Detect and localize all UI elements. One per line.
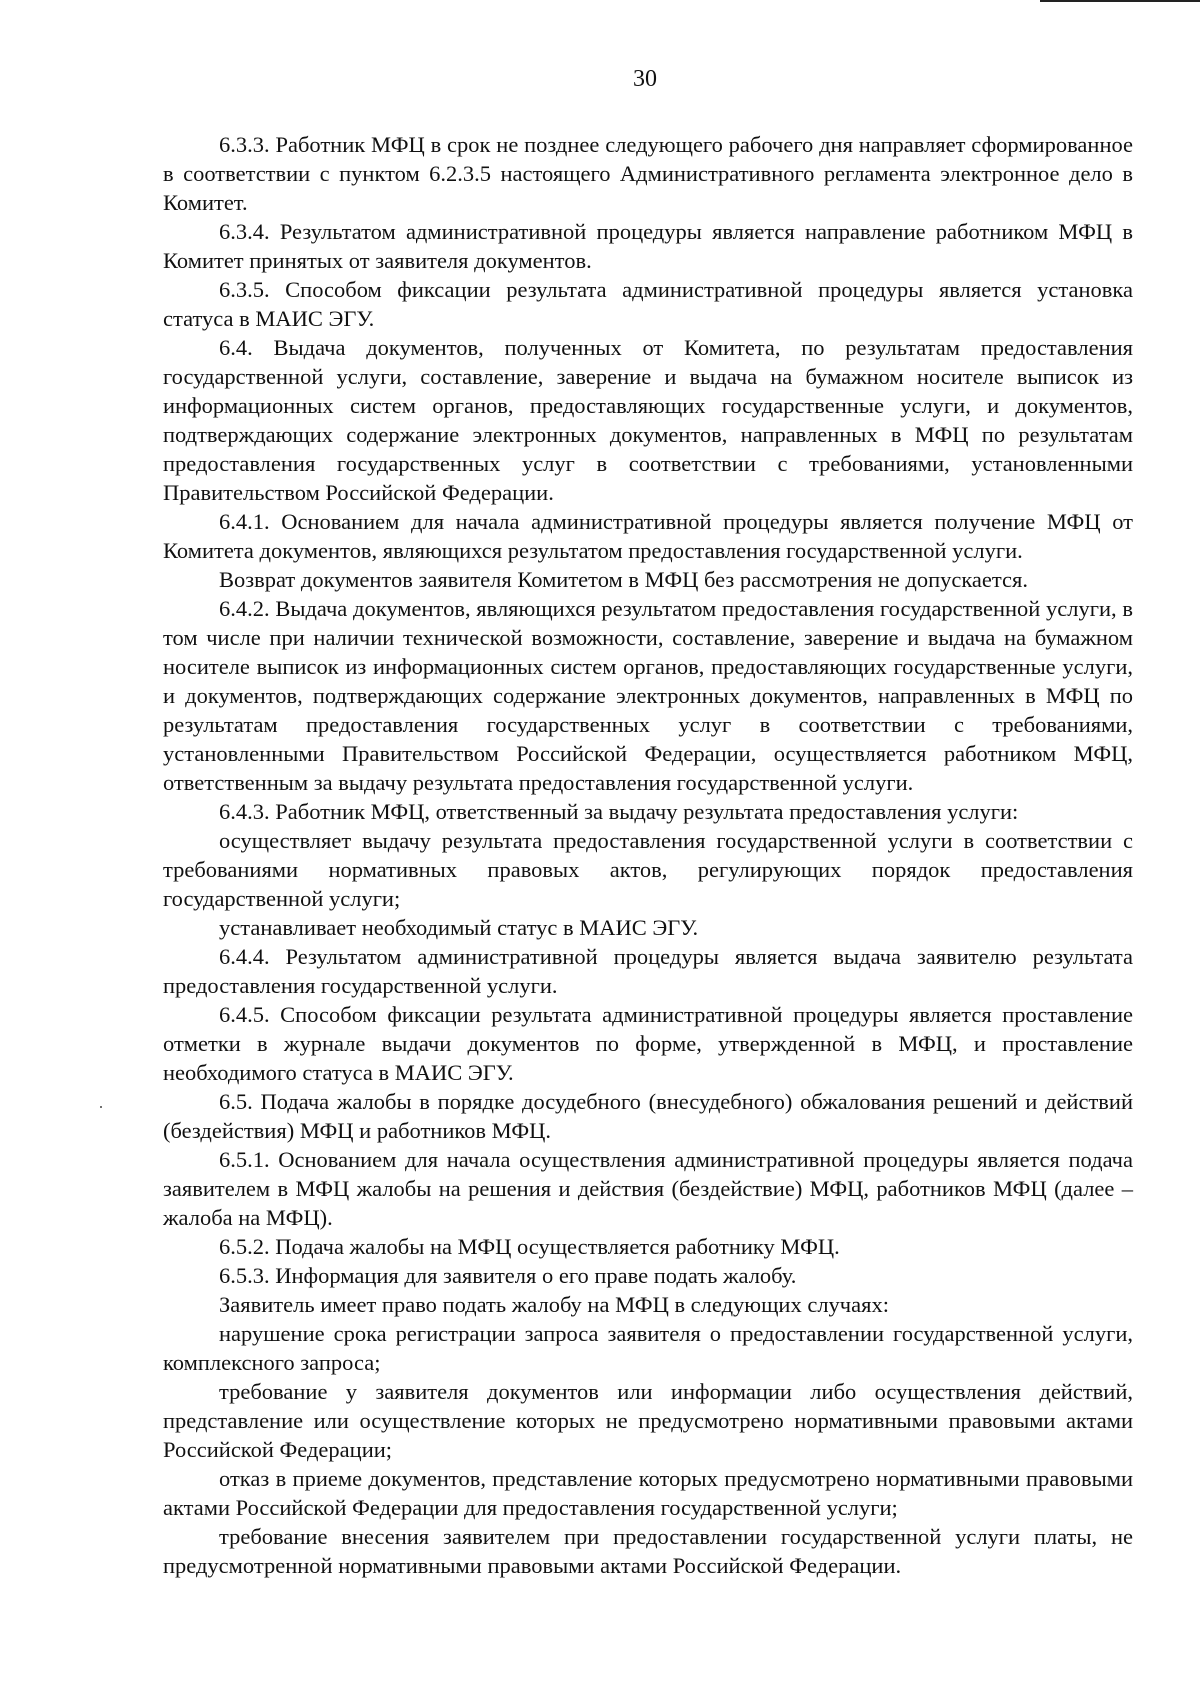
paragraph-6-4-1: 6.4.1. Основанием для начала административной процедуры является получение МФЦ от Комитета документов, являющихся результатом предоставления государственной услуги. — [163, 509, 1133, 563]
paragraph-case-payment: требование внесения заявителем при предоставлении государственной услуги платы, не предусмотренной нормативными правовыми актами Российской Федерации. — [163, 1524, 1133, 1578]
paragraph-6-3-5: 6.3.5. Способом фиксации результата административной процедуры является установка статуса в МАИС ЭГУ. — [163, 277, 1133, 331]
paragraph-6-4-5: 6.4.5. Способом фиксации результата административной процедуры является проставление отметки в журнале выдачи документов по форме, утвержденной в МФЦ, и проставление необходимого статуса в МАИС ЭГУ. — [163, 1002, 1133, 1085]
paragraph-return-documents: Возврат документов заявителя Комитетом в МФЦ без рассмотрения не допускается. — [219, 567, 1028, 592]
paragraph-6-5-1: 6.5.1. Основанием для начала осуществления административной процедуры является подача заявителем в МФЦ жалобы на решения и действия (бездействие) МФЦ, работников МФЦ (далее – жалоба на МФЦ). — [163, 1147, 1133, 1230]
paragraph-6-5-3: 6.5.3. Информация для заявителя о его праве подать жалобу. — [219, 1263, 797, 1288]
document-body — [163, 130, 1133, 1580]
scan-edge-line — [1040, 0, 1200, 2]
paragraph-complaint-cases: Заявитель имеет право подать жалобу на МФЦ в следующих случаях: — [219, 1292, 889, 1317]
paragraph-6-4: 6.4. Выдача документов, полученных от Комитета, по результатам предоставления государственной услуги, составление, заверение и выдача на бумажном носителе выписок из информационных систем органов, предоставляющих государственные услуги, и документов, подтверждающих содержание электронных документов, направленных в МФЦ по результатам предоставления государственных услуг в соответствии с требованиями, установленными Правительством Российской Федерации. — [163, 335, 1133, 505]
paragraph-case-extra-documents: требование у заявителя документов или информации либо осуществления действий, представление или осуществление которых не предусмотрено нормативными правовыми актами Российской Федерации; — [163, 1379, 1133, 1462]
paragraph-6-5: 6.5. Подача жалобы в порядке досудебного (внесудебного) обжалования решений и действий (бездействия) МФЦ и работников МФЦ. — [163, 1089, 1133, 1143]
scan-speck — [100, 1106, 102, 1108]
paragraph-6-3-4: 6.3.4. Результатом административной процедуры является направление работником МФЦ в Комитет принятых от заявителя документов. — [163, 219, 1133, 273]
paragraph-6-4-2: 6.4.2. Выдача документов, являющихся результатом предоставления государственной услуги, в том числе при наличии технической возможности, составление, заверение и выдача на бумажном носителе выписок из информационных систем органов, предоставляющих государственные услуги, и документов, подтверждающих содержание электронных документов, направленных в МФЦ по результатам предоставления государственных услуг в соответствии с требованиями, установленными Правительством Российской Федерации, осуществляется работником МФЦ, ответственным за выдачу результата предоставления государственной услуги. — [163, 596, 1133, 795]
paragraph-6-4-4: 6.4.4. Результатом административной процедуры является выдача заявителю результата предоставления государственной услуги. — [163, 944, 1133, 998]
paragraph-6-4-3: 6.4.3. Работник МФЦ, ответственный за выдачу результата предоставления услуги: — [219, 799, 1019, 824]
paragraph-sets-status: устанавливает необходимый статус в МАИС ЭГУ. — [219, 915, 699, 940]
paragraph-6-3-3: 6.3.3. Работник МФЦ в срок не позднее следующего рабочего дня направляет сформированное в соответствии с пунктом 6.2.3.5 настоящего Административного регламента электронное дело в Комитет. — [163, 132, 1133, 215]
paragraph-issues-result: осуществляет выдачу результата предоставления государственной услуги в соответствии с требованиями нормативных правовых актов, регулирующих порядок предоставления государственной услуги; — [163, 828, 1133, 911]
page-number: 30 — [633, 66, 657, 92]
paragraph-case-refusal: отказ в приеме документов, представление которых предусмотрено нормативными правовыми актами Российской Федерации для предоставления государственной услуги; — [163, 1466, 1133, 1520]
paragraph-6-5-2: 6.5.2. Подача жалобы на МФЦ осуществляется работнику МФЦ. — [219, 1234, 840, 1259]
paragraph-case-registration-delay: нарушение срока регистрации запроса заявителя о предоставлении государственной услуги, комплексного запроса; — [163, 1321, 1133, 1375]
